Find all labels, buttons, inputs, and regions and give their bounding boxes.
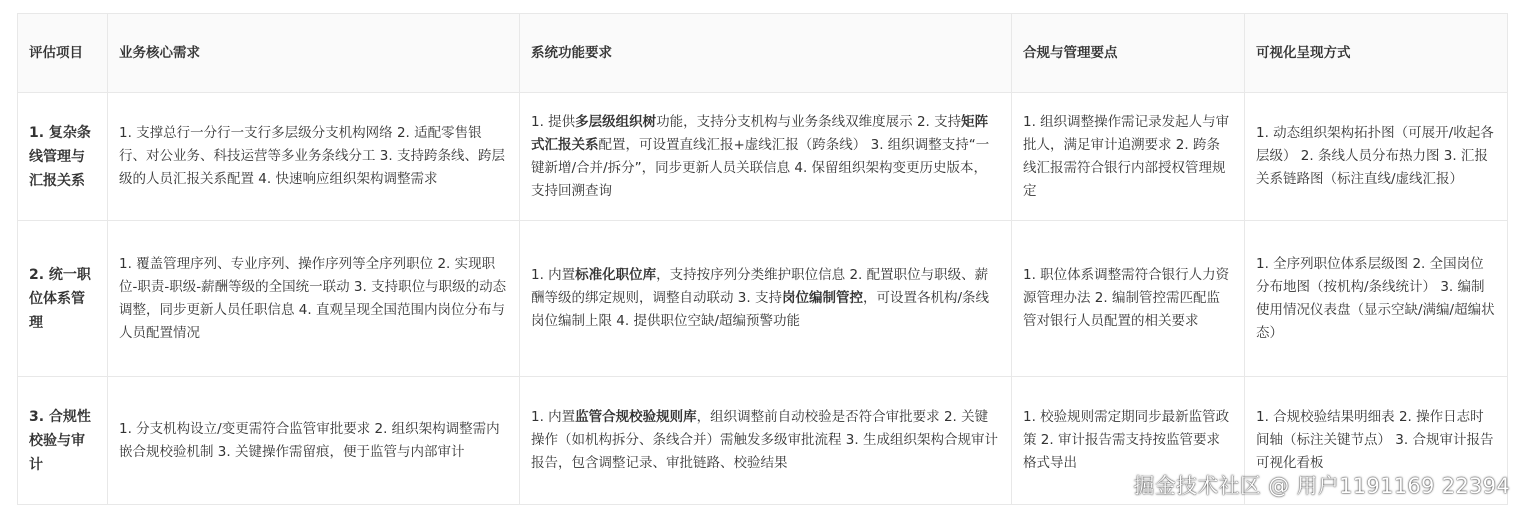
compliance-cell: 1. 组织调整操作需记录发起人与审批人，满足审计追溯要求 2. 跨条线汇报需符合银行内部授权管理规定	[1012, 93, 1245, 221]
business-cell: 1. 支撑总行一分行一支行多层级分支机构网络 2. 适配零售银行、对公业务、科技运营等多业务条线分工 3. 支持跨条线、跨层级的人员汇报关系配置 4. 快速响应组织架构调整需求	[108, 93, 520, 221]
text-segment: ，可设置各机构/条线岗位编制上限 4. 提供职位空缺/超编预警功能	[531, 290, 990, 329]
row-item-cell: 3. 合规性校验与审计	[18, 377, 108, 505]
business-cell: 1. 覆盖管理序列、专业序列、操作序列等全序列职位 2. 实现职位-职责-职级-薪酬等级的全国统一联动 3. 支持职位与职级的动态调整，同步更新人员任职信息 4. 直观呈现全国范围内岗位分布与人员配置情况	[108, 221, 520, 377]
bold-term: 岗位编制管控	[781, 290, 863, 306]
header-cell-system: 系统功能要求	[520, 14, 1012, 93]
visual-cell: 1. 动态组织架构拓扑图（可展开/收起各层级） 2. 条线人员分布热力图 3. 汇报关系链路图（标注直线/虚线汇报）	[1245, 93, 1508, 221]
system-cell	[520, 377, 1012, 505]
bold-term: 矩阵式汇报关系	[531, 113, 989, 153]
system-cell	[520, 221, 1012, 377]
watermark: 掘金技术社区 @ 用户1191169 22394	[1133, 474, 1510, 498]
header-cell-visual: 可视化呈现方式	[1245, 14, 1508, 93]
text-segment: ，组织调整前自动校验是否符合审批要求 2. 关键操作（如机构拆分、条线合并）需触发多级审批流程 3. 生成组织架构合规审计报告，包含调整记录、审批链路、校验结果	[531, 409, 998, 471]
table-row	[18, 93, 1508, 221]
header-cell-business: 业务核心需求	[108, 14, 520, 93]
header-cell-item: 评估项目	[18, 14, 108, 93]
business-cell: 1. 分支机构设立/变更需符合监管审批要求 2. 组织架构调整需内嵌合规校验机制 3. 关键操作需留痕，便于监管与内部审计	[108, 377, 520, 505]
compliance-cell: 1. 校验规则需定期同步最新监管政策 2. 审计报告需支持按监管要求格式导出	[1012, 377, 1245, 505]
text-segment: 配置，可设置直线汇报+虚线汇报（跨条线） 3. 组织调整支持“一键新增/合并/拆分”，同步更新人员关联信息 4. 保留组织架构变更历史版本，支持回溯查询	[531, 136, 990, 199]
visual-cell: 1. 合规校验结果明细表 2. 操作日志时间轴（标注关键节点） 3. 合规审计报告可视化看板	[1245, 377, 1508, 505]
compliance-cell: 1. 职位体系调整需符合银行人力资源管理办法 2. 编制管控需匹配监管对银行人员配置的相关要求	[1012, 221, 1245, 377]
table-header-row	[18, 14, 1508, 93]
text-segment: 1. 提供	[531, 113, 576, 130]
table-row	[18, 221, 1508, 377]
text-segment: 1. 内置	[531, 409, 576, 425]
bold-term: 监管合规校验规则库	[575, 409, 697, 425]
header-cell-compliance: 合规与管理要点	[1012, 14, 1245, 93]
text-segment: 1. 内置	[531, 267, 576, 283]
text-segment: 功能，支持分支机构与业务条线双维度展示 2. 支持	[656, 113, 962, 130]
requirements-table	[17, 13, 1508, 505]
system-cell	[520, 93, 1012, 221]
text-segment: ，支持按序列分类维护职位信息 2. 配置职位与职级、薪酬等级的绑定规则，调整自动联动 3. 支持	[531, 267, 989, 306]
bold-term: 多层级组织树	[575, 113, 657, 130]
row-item-cell: 2. 统一职位体系管理	[18, 221, 108, 377]
row-item-cell: 1. 复杂条线管理与汇报关系	[18, 93, 108, 221]
bold-term: 标准化职位库	[575, 267, 657, 283]
visual-cell: 1. 全序列职位体系层级图 2. 全国岗位分布地图（按机构/条线统计） 3. 编制使用情况仪表盘（显示空缺/满编/超编状态）	[1245, 221, 1508, 377]
